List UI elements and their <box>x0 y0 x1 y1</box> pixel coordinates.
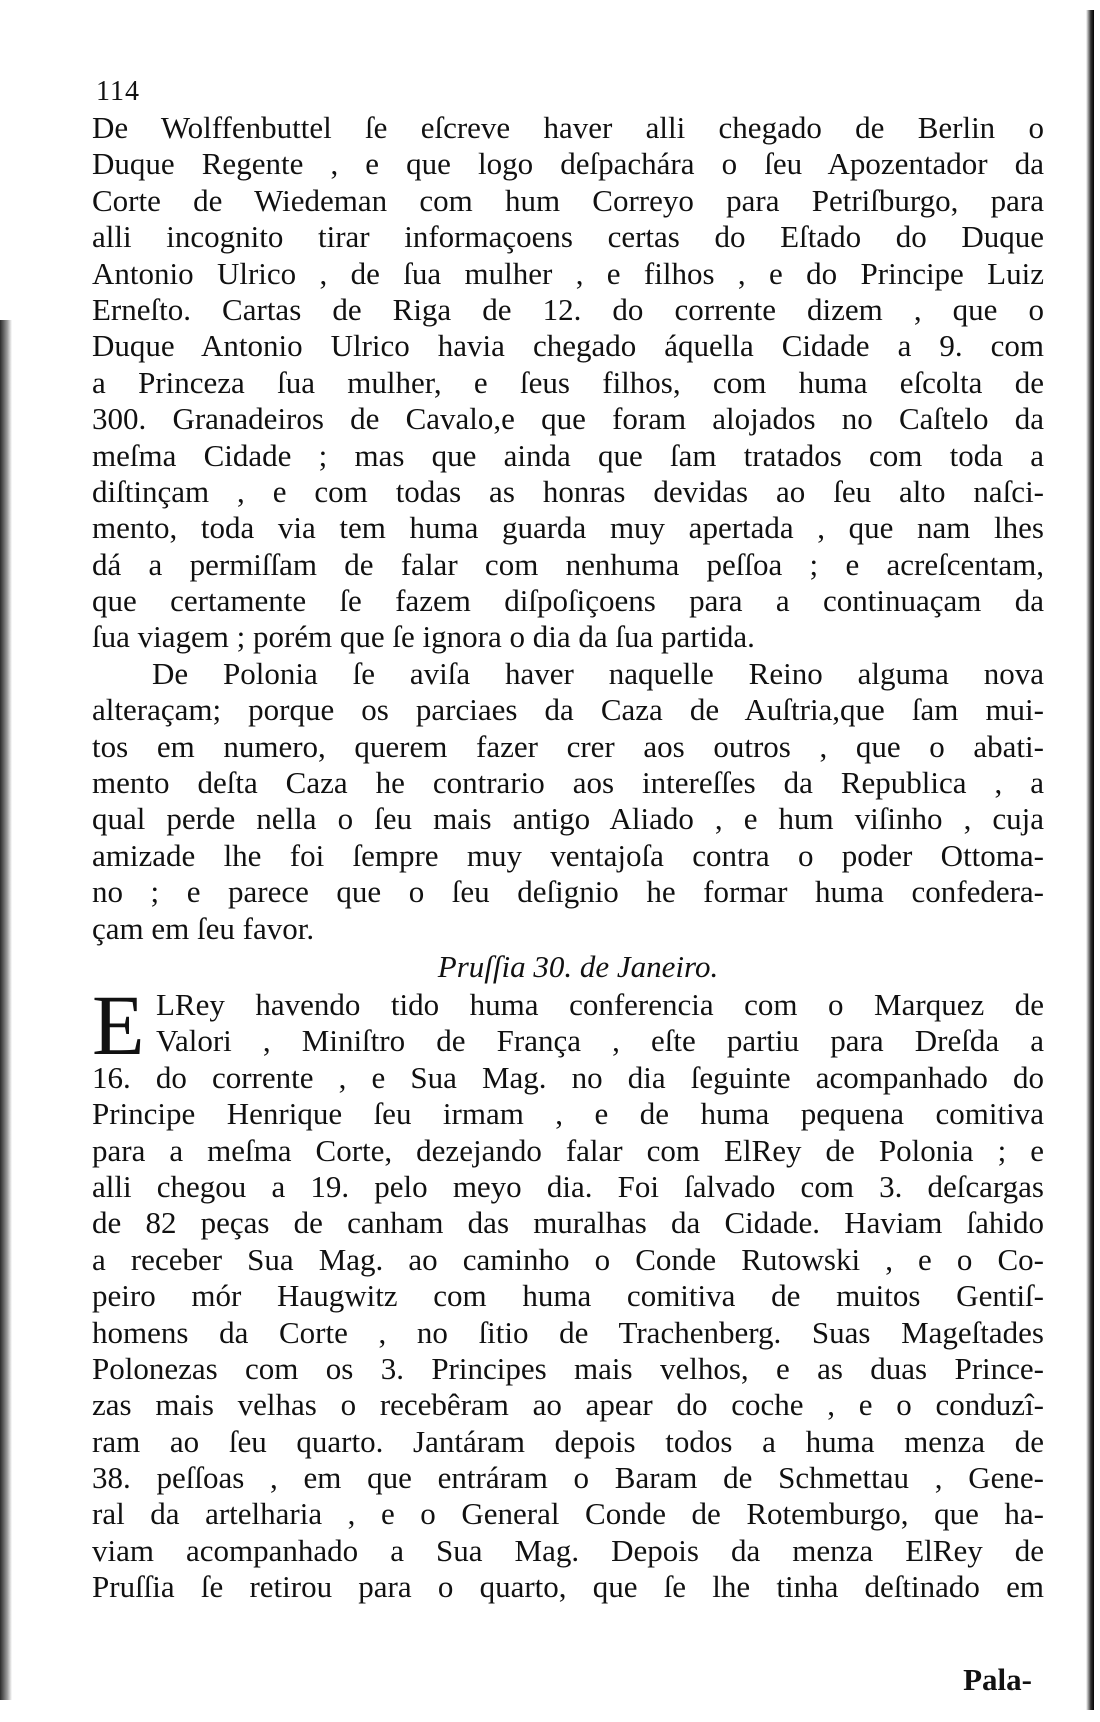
text-line: que certamente ſe fazem diſpoſiçoens para a continuaçam da <box>92 583 1044 619</box>
section-heading: Pruſſia 30. de Janeiro. <box>437 948 719 984</box>
text-line: a receber Sua Mag. ao caminho o Conde Rutowski , e o Co- <box>92 1241 1044 1277</box>
text-line: Erneſto. Cartas de Riga de 12. do corrente dizem , que o <box>92 291 1044 327</box>
text-line: para a meſma Corte, dezejando falar com ElRey de Polonia ; e <box>92 1132 1044 1168</box>
text-line: alteraçam; porque os parciaes da Caza de Auſtria,que ſam mui- <box>92 692 1044 728</box>
text-line: viam acompanhado a Sua Mag. Depois da menza ElRey de <box>92 1532 1044 1568</box>
text-line: Valori , Miniſtro de França , eſte partiu para Dreſda a <box>156 1023 1044 1059</box>
text-line: Principe Henrique ſeu irmam , e de huma pequena comitiva <box>92 1096 1044 1132</box>
text-line: Pruſſia ſe retirou para o quarto, que ſe lhe tinha deſtinado em <box>92 1569 1044 1605</box>
text-line: a Princeza ſua mulher, e ſeus filhos, com huma eſcolta de <box>92 364 1044 400</box>
text-line: zas mais velhas o recebêram ao apear do coche , e o conduzî- <box>92 1387 1044 1423</box>
page-edge <box>1086 10 1094 1710</box>
text-line: De Wolffenbuttel ſe eſcreve haver alli chegado de Berlin o <box>92 110 1044 145</box>
text-line: Antonio Ulrico , de ſua mulher , e filhos , e do Principe Luiz <box>92 255 1044 291</box>
text-line: mento, toda via tem huma guarda muy apertada , que nam lhes <box>92 510 1044 546</box>
text-line: alli chegou a 19. pelo meyo dia. Foi ſalvado com 3. deſcargas <box>92 1168 1044 1204</box>
text-line: tos em numero, querem fazer crer aos outros , que o abati- <box>92 728 1044 764</box>
text-line: alli incognito tirar informaçoens certas do Eſtado do Duque <box>92 219 1044 255</box>
drop-cap: E <box>92 976 145 1073</box>
text-line: diſtinçam , e com todas as honras devidas ao ſeu alto naſci- <box>92 473 1044 509</box>
text-line: mento deſta Caza he contrario aos intereſſes da Republica , a <box>92 765 1044 801</box>
paragraph-polonia <box>92 656 1044 947</box>
paragraph-prussia <box>92 976 1044 1606</box>
text-line: qual perde nella o ſeu mais antigo Aliado , e hum viſinho , cuja <box>92 801 1044 837</box>
text-line: homens da Corte , no ſitio de Trachenberg. Suas Mageſtades <box>92 1314 1044 1350</box>
body-text <box>92 110 1044 1606</box>
text-line: ram ao ſeu quarto. Jantáram depois todos a huma menza de <box>92 1423 1044 1459</box>
page-number: 114 <box>96 76 140 107</box>
text-line: LRey havendo tido huma conferencia com o Marquez de <box>156 986 1044 1022</box>
text-line: Polonezas com os 3. Principes mais velhos, e as duas Prince- <box>92 1350 1044 1386</box>
text-line: meſma Cidade ; mas que ainda que ſam tratados com toda a <box>92 437 1044 473</box>
text-line: de 82 peças de canham das muralhas da Cidade. Haviam ſahido <box>92 1205 1044 1241</box>
text-line: peiro mór Haugwitz com huma comitiva de muitos Gentiſ- <box>92 1278 1044 1314</box>
text-line: 38. peſſoas , em que entráram o Baram de Schmettau , Gene- <box>92 1460 1044 1496</box>
paragraph-wolffenbuttel <box>92 110 1044 656</box>
text-line: Duque Antonio Ulrico havia chegado áquella Cidade a 9. com <box>92 328 1044 364</box>
text-line: De Polonia ſe aviſa haver naquelle Reino alguma nova <box>152 655 1044 691</box>
catchword: Pala- <box>963 1662 1032 1697</box>
text-line: Corte de Wiedeman com hum Correyo para Petriſburgo, para <box>92 182 1044 218</box>
text-line: no ; e parece que o ſeu deſignio he formar huma confedera- <box>92 874 1044 910</box>
text-line: ſua viagem ; porém que ſe ignora o dia da ſua partida. <box>92 619 755 655</box>
text-line: amizade lhe foi ſempre muy ventajoſa contra o poder Ottoma- <box>92 837 1044 873</box>
text-line: 300. Granadeiros de Cavalo,e que foram alojados no Caſtelo da <box>92 401 1044 437</box>
text-line: Duque Regente , e que logo deſpachára o ſeu Apozentador da <box>92 146 1044 182</box>
text-line: 16. do corrente , e Sua Mag. no dia ſeguinte acompanhado do <box>92 1059 1044 1095</box>
text-line: çam em ſeu favor. <box>92 910 315 946</box>
binding-shadow <box>0 320 12 1700</box>
text-line: ral da artelharia , e o General Conde de Rotemburgo, que ha- <box>92 1496 1044 1532</box>
text-line: dá a permiſſam de falar com nenhuma peſſoa ; e acreſcentam, <box>92 546 1044 582</box>
